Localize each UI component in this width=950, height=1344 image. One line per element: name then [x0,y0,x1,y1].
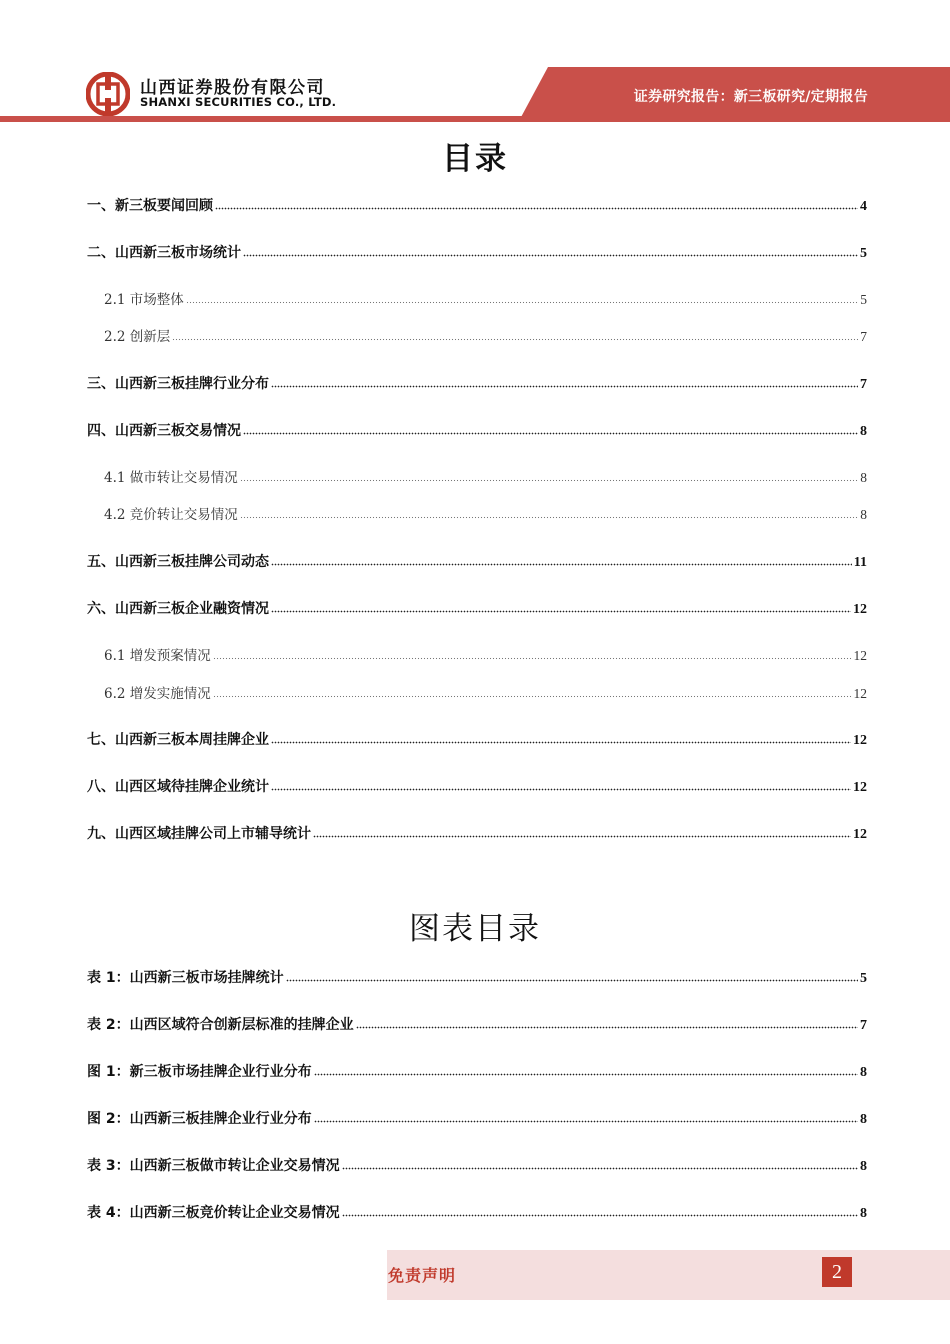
toc-entry[interactable] [87,197,867,216]
toc-entry-page: 7 [860,329,867,344]
toc-leader-dots [186,294,858,304]
toc-entry[interactable] [87,553,867,572]
page-header [0,0,950,120]
toc-entry-label: 一、新三板要闻回顾 [87,198,213,214]
report-type-label: 证券研究报告：新三板研究/定期报告 [633,89,868,105]
toc-entry-page: 5 [860,292,867,307]
toc-subentry[interactable] [104,647,867,665]
figure-entry-page: 8 [860,1065,867,1080]
toc-subentry[interactable] [104,685,867,703]
toc-leader-dots [243,247,858,257]
figure-entry[interactable] [87,1110,867,1129]
toc-entry-label: 六、山西新三板企业融资情况 [87,601,269,617]
toc-entry-page: 11 [853,555,867,570]
toc-subentry[interactable] [104,506,867,524]
toc-entry-label: 七、山西新三板本周挂牌企业 [87,732,269,748]
toc-entry[interactable] [87,731,867,750]
toc-leader-dots [314,1066,858,1076]
toc-entry-page: 12 [853,733,867,748]
toc-leader-dots [215,200,858,210]
toc-subentry[interactable] [104,291,867,309]
page-number: 2 [822,1257,852,1287]
toc-entry-page: 12 [853,648,867,663]
disclaimer-link[interactable]: 免责声明 [388,1266,457,1285]
figure-entry-page: 8 [860,1112,867,1127]
toc-leader-dots [314,1113,858,1123]
toc-leader-dots [271,781,851,791]
toc-entry[interactable] [87,422,867,441]
toc-entry-page: 12 [853,686,867,701]
toc-entry[interactable] [87,600,867,619]
toc-subentry[interactable] [104,328,867,346]
toc-entry-label: 6.1 增发预案情况 [104,648,211,664]
toc-entry-label: 五、山西新三板挂牌公司动态 [87,554,269,570]
figure-entry-label: 表 3：山西新三板做市转让企业交易情况 [87,1158,340,1174]
footer-bar [387,1250,950,1300]
toc-leader-dots [172,331,858,341]
figure-entry-page: 8 [860,1206,867,1221]
toc-entry[interactable] [87,778,867,797]
toc-entry-label: 2.2 创新层 [104,329,171,345]
figure-entry[interactable] [87,969,867,988]
toc-leader-dots [240,509,858,519]
toc-leader-dots [313,828,851,838]
toc-leader-dots [243,425,858,435]
toc-entry-label: 八、山西区域待挂牌企业统计 [87,779,269,795]
toc-leader-dots [213,650,852,660]
figure-entry-label: 表 2：山西区域符合创新层标准的挂牌企业 [87,1017,354,1033]
figure-entry-label: 表 4：山西新三板竞价转让企业交易情况 [87,1205,340,1221]
toc-entry-label: 2.1 市场整体 [104,292,184,308]
figure-entry-page: 5 [860,971,867,986]
toc-entry-page: 12 [853,827,867,842]
toc-leader-dots [342,1160,858,1170]
figure-entry[interactable] [87,1063,867,1082]
toc-entry-page: 8 [860,424,867,439]
toc-entry-page: 5 [860,246,867,261]
figure-entry[interactable] [87,1204,867,1223]
figure-entry-page: 7 [860,1018,867,1033]
toc-entry-page: 12 [853,780,867,795]
toc-leader-dots [342,1207,858,1217]
toc-leader-dots [271,603,851,613]
toc-leader-dots [286,972,858,982]
toc-entry-page: 8 [860,507,867,522]
toc-entry-label: 二、山西新三板市场统计 [87,245,241,261]
figure-entry-label: 表 1：山西新三板市场挂牌统计 [87,970,284,986]
toc-entry-page: 4 [860,199,867,214]
toc-entry[interactable] [87,244,867,263]
figure-entry[interactable] [87,1016,867,1035]
toc-subentry[interactable] [104,469,867,487]
toc-leader-dots [271,378,858,388]
toc-entry-label: 4.1 做市转让交易情况 [104,470,238,486]
shanxi-securities-logo-icon [86,72,130,116]
toc-entry-label: 6.2 增发实施情况 [104,686,211,702]
toc-entry-label: 三、山西新三板挂牌行业分布 [87,376,269,392]
figure-entry-page: 8 [860,1159,867,1174]
toc-leader-dots [356,1019,858,1029]
figure-entry-label: 图 1：新三板市场挂牌企业行业分布 [87,1064,312,1080]
toc-entry-page: 7 [860,377,867,392]
toc-entry[interactable] [87,825,867,844]
toc-leader-dots [240,472,858,482]
toc-leader-dots [213,688,852,698]
toc-entry[interactable] [87,375,867,394]
toc-title: 目录 [442,141,508,177]
company-name-en: SHANXI SECURITIES CO., LTD. [140,95,337,109]
figure-entry[interactable] [87,1157,867,1176]
toc-leader-dots [271,556,852,566]
toc-entry-page: 12 [853,602,867,617]
company-name-cn: 山西证券股份有限公司 [140,78,325,98]
toc-entry-label: 4.2 竞价转让交易情况 [104,507,238,523]
toc-entry-label: 九、山西区域挂牌公司上市辅导统计 [87,826,311,842]
figure-entry-label: 图 2：山西新三板挂牌企业行业分布 [87,1111,312,1127]
toc-entry-label: 四、山西新三板交易情况 [87,423,241,439]
figures-toc-title: 图表目录 [409,911,541,947]
toc-leader-dots [271,734,851,744]
toc-entry-page: 8 [860,470,867,485]
